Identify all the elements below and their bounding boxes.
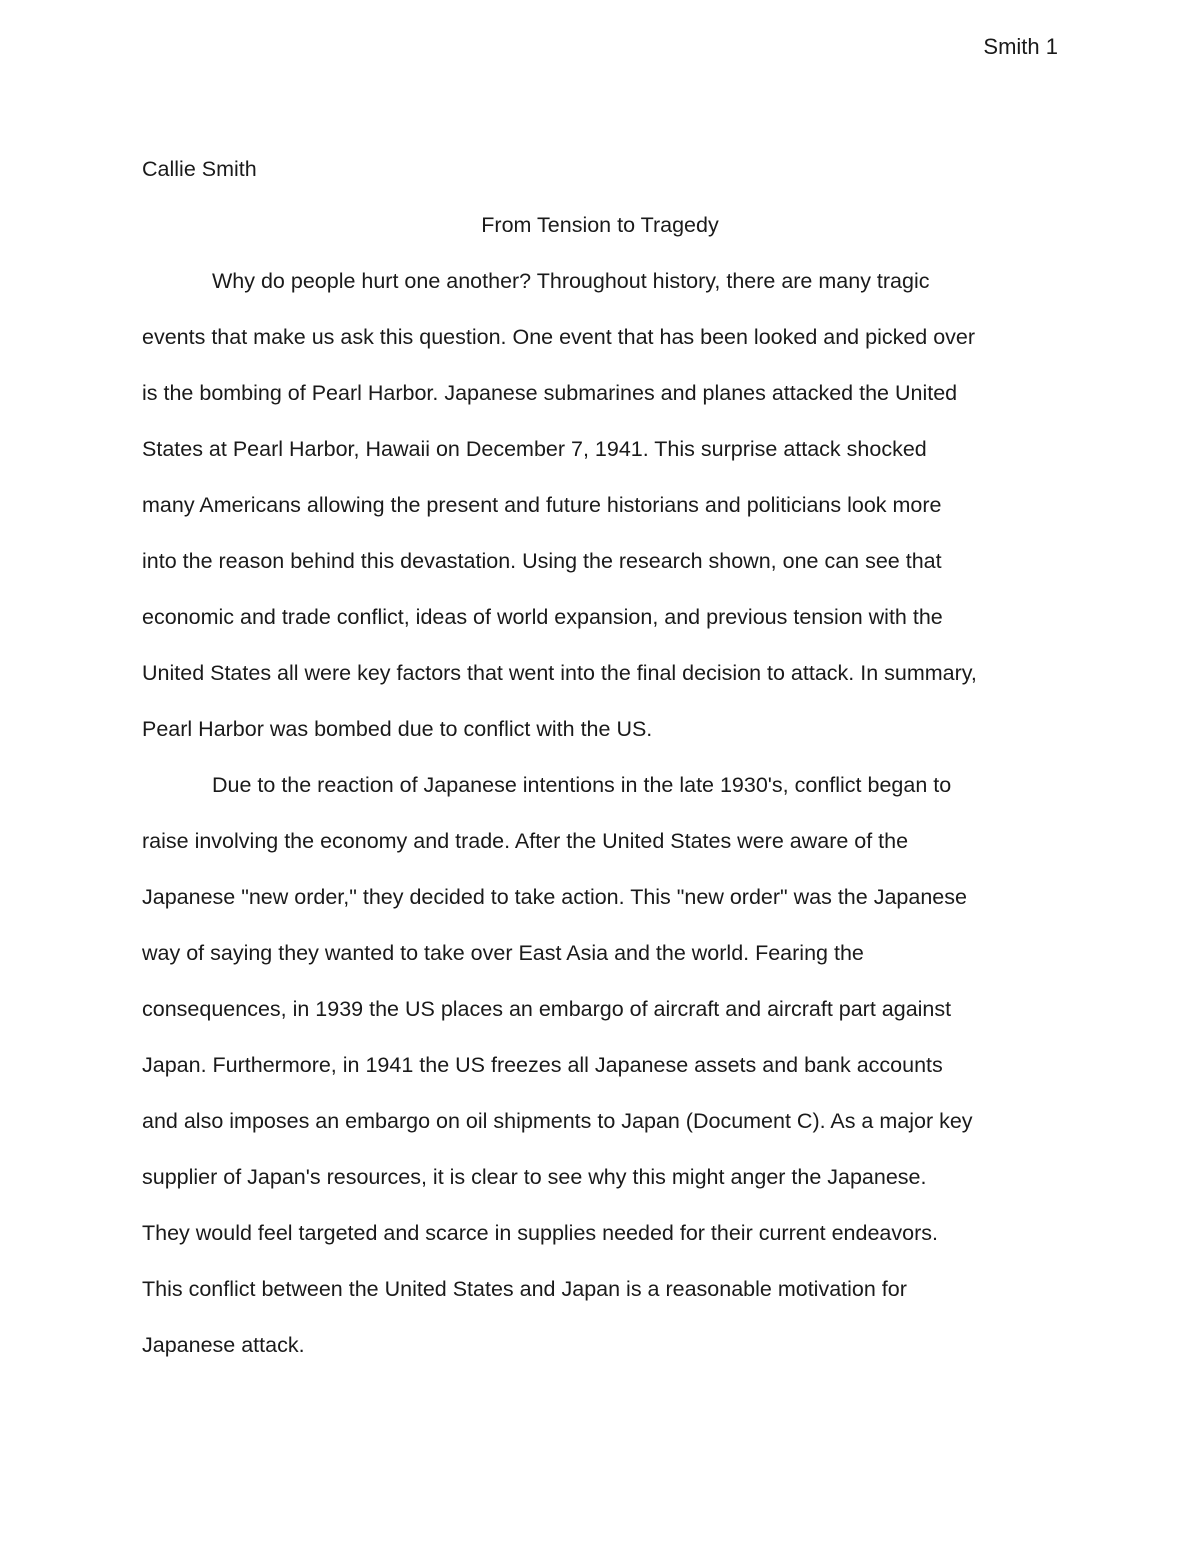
text-line: economic and trade conflict, ideas of world expansion, and previous tension with the <box>142 605 943 629</box>
text-line: consequences, in 1939 the US places an embargo of aircraft and aircraft part against <box>142 997 952 1021</box>
text-line: They would feel targeted and scarce in supplies needed for their current endeavors. <box>142 1221 938 1245</box>
text-line: Why do people hurt one another? Throughout history, there are many tragic <box>212 269 930 293</box>
text-line: States at Pearl Harbor, Hawaii on December 7, 1941. This surprise attack shocked <box>142 437 927 461</box>
text-line: Japan. Furthermore, in 1941 the US freezes all Japanese assets and bank accounts <box>142 1053 943 1077</box>
text-line: into the reason behind this devastation. Using the research shown, one can see that <box>142 549 942 573</box>
text-line: Pearl Harbor was bombed due to conflict with the US. <box>142 717 653 741</box>
text-line: many Americans allowing the present and future historians and politicians look more <box>142 493 942 517</box>
paragraph-1 <box>142 253 1058 757</box>
text-line: Japanese "new order," they decided to take action. This "new order" was the Japanese <box>142 885 967 909</box>
paragraph-2 <box>142 757 1058 1373</box>
text-line: events that make us ask this question. One event that has been looked and picked over <box>142 325 976 349</box>
text-line: raise involving the economy and trade. After the United States were aware of the <box>142 829 909 853</box>
page-header-label: Smith 1 <box>983 34 1058 59</box>
essay-title: From Tension to Tragedy <box>481 213 719 237</box>
text-line: and also imposes an embargo on oil shipments to Japan (Document C). As a major key <box>142 1109 973 1133</box>
text-line: United States all were key factors that went into the final decision to attack. In summary, <box>142 661 977 685</box>
text-line: is the bombing of Pearl Harbor. Japanese submarines and planes attacked the United <box>142 381 958 405</box>
text-line: Due to the reaction of Japanese intentions in the late 1930's, conflict began to <box>212 773 952 797</box>
text-line: This conflict between the United States and Japan is a reasonable motivation for <box>142 1277 907 1301</box>
author-name: Callie Smith <box>142 157 257 181</box>
document-body <box>142 141 1058 1373</box>
text-line: supplier of Japan's resources, it is clear to see why this might anger the Japanese. <box>142 1165 927 1189</box>
text-line: Japanese attack. <box>142 1333 305 1357</box>
text-line: way of saying they wanted to take over East Asia and the world. Fearing the <box>142 941 864 965</box>
